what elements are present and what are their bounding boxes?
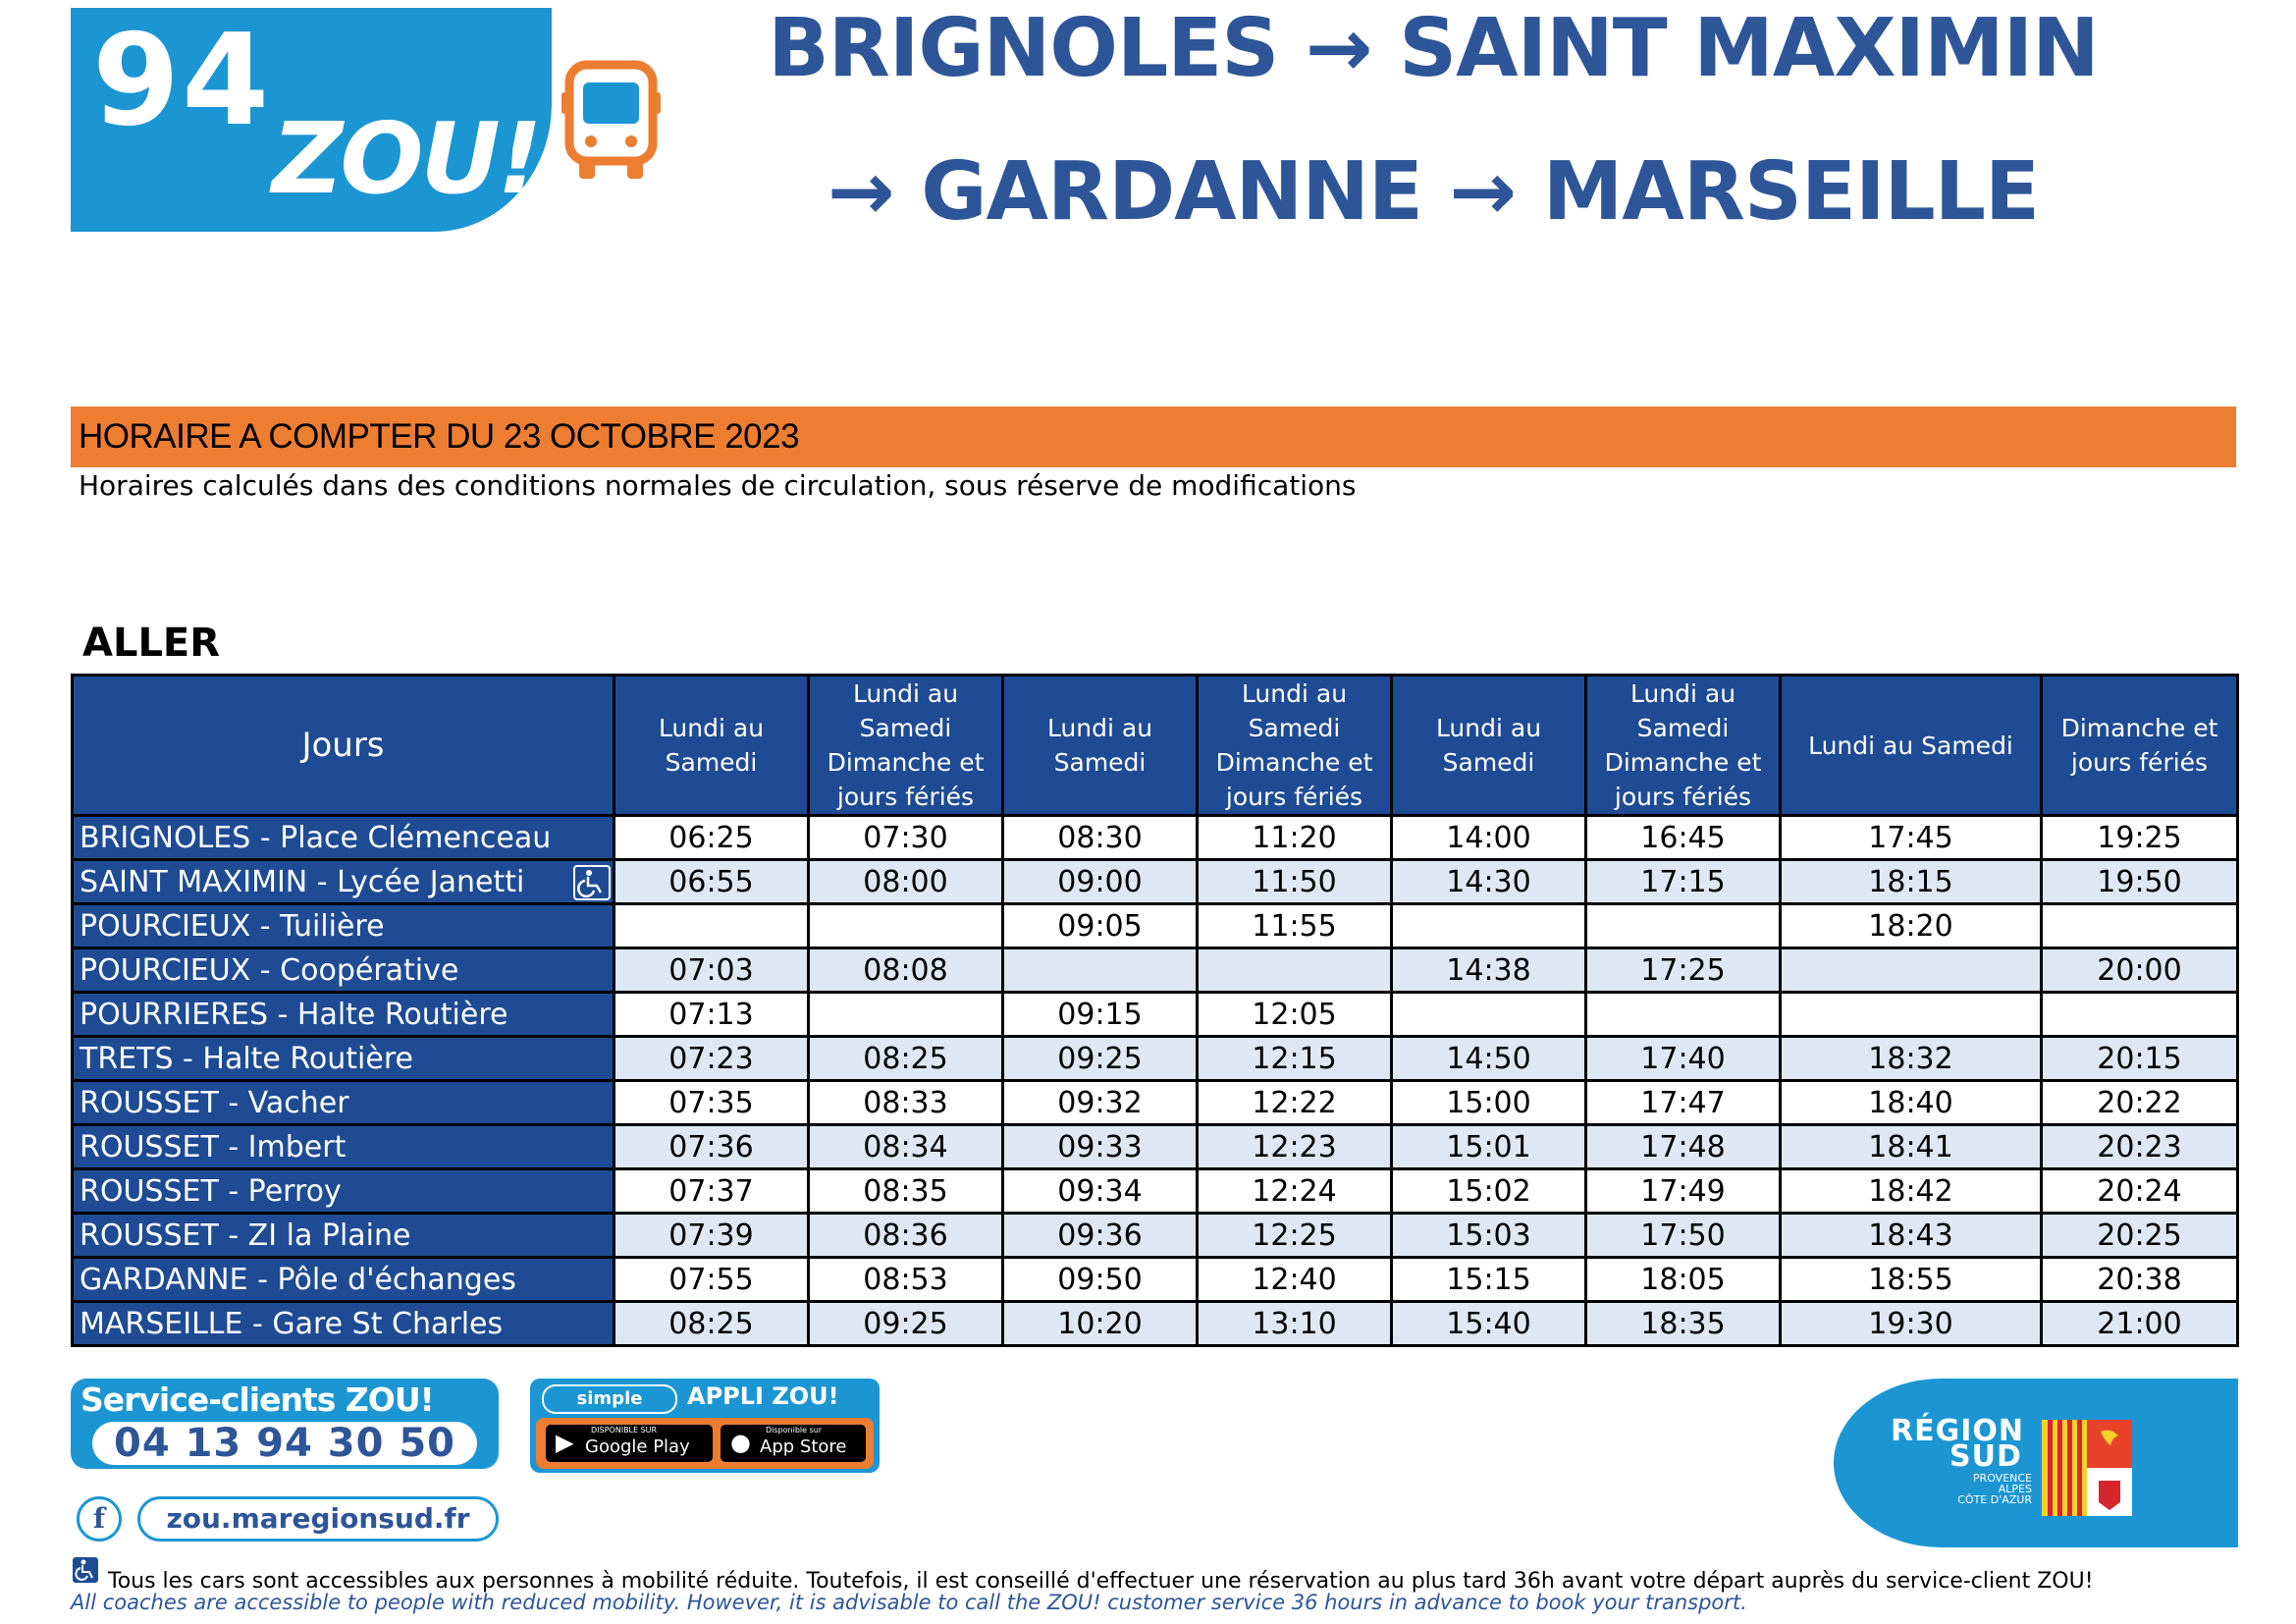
departure-time: 17:47 bbox=[1586, 1081, 1781, 1125]
table-row bbox=[73, 1302, 2238, 1346]
stop-name: POURRIERES - Halte Routière bbox=[73, 993, 614, 1037]
departure-time bbox=[614, 904, 809, 948]
departure-time bbox=[1781, 993, 2042, 1037]
customer-service-phone[interactable]: 04 13 94 30 50 bbox=[92, 1422, 477, 1465]
column-header: Lundi au Samedi Dimanche et jours fériés bbox=[809, 676, 1003, 816]
departure-time: 09:32 bbox=[1003, 1081, 1198, 1125]
departure-time: 12:24 bbox=[1198, 1169, 1392, 1214]
departure-time: 15:40 bbox=[1392, 1302, 1586, 1346]
direction-label: ALLER bbox=[82, 621, 221, 666]
departure-time: 07:03 bbox=[614, 948, 809, 993]
conditions-note: Horaires calculés dans des conditions normales de circulation, sous réserve de modifications bbox=[79, 469, 1357, 502]
departure-time: 12:23 bbox=[1198, 1125, 1392, 1169]
departure-time: 18:35 bbox=[1586, 1302, 1781, 1346]
departure-time: 14:30 bbox=[1392, 860, 1586, 904]
stop-name: ROUSSET - ZI la Plaine bbox=[73, 1214, 614, 1258]
table-row bbox=[73, 1258, 2238, 1302]
departure-time: 17:40 bbox=[1586, 1037, 1781, 1081]
table-row bbox=[73, 1081, 2238, 1125]
departure-time bbox=[1198, 948, 1392, 993]
departure-time: 06:55 bbox=[614, 860, 809, 904]
departure-time: 21:00 bbox=[2042, 1302, 2238, 1346]
departure-time: 07:23 bbox=[614, 1037, 809, 1081]
departure-time: 08:25 bbox=[809, 1037, 1003, 1081]
departure-time: 20:23 bbox=[2042, 1125, 2238, 1169]
departure-time bbox=[1392, 993, 1586, 1037]
stop-name: POURCIEUX - Tuilière bbox=[73, 904, 614, 948]
google-play-button[interactable]: ▶ DISPONIBLE SUR Google Play bbox=[546, 1425, 713, 1462]
departure-time: 10:20 bbox=[1003, 1302, 1198, 1346]
departure-time: 20:24 bbox=[2042, 1169, 2238, 1214]
departure-time bbox=[809, 904, 1003, 948]
departure-time: 08:33 bbox=[809, 1081, 1003, 1125]
table-row bbox=[73, 1214, 2238, 1258]
column-header: Lundi au Samedi bbox=[1003, 676, 1198, 816]
departure-time: 07:55 bbox=[614, 1258, 809, 1302]
app-promo bbox=[530, 1379, 880, 1473]
departure-time: 15:01 bbox=[1392, 1125, 1586, 1169]
timetable bbox=[71, 674, 2239, 1347]
brand-name: ZOU! bbox=[272, 101, 540, 216]
route-title-line1: BRIGNOLES → SAINT MAXIMIN bbox=[768, 2, 2099, 95]
departure-time bbox=[1586, 904, 1781, 948]
departure-time: 09:33 bbox=[1003, 1125, 1198, 1169]
app-store-button[interactable]: ● Disponible sur App Store bbox=[721, 1425, 866, 1462]
departure-time: 15:15 bbox=[1392, 1258, 1586, 1302]
stop-name: ROUSSET - Imbert bbox=[73, 1125, 614, 1169]
departure-time: 17:48 bbox=[1586, 1125, 1781, 1169]
store-badges bbox=[536, 1418, 874, 1469]
departure-time: 08:35 bbox=[809, 1169, 1003, 1214]
departure-time: 19:50 bbox=[2042, 860, 2238, 904]
departure-time: 09:25 bbox=[809, 1302, 1003, 1346]
departure-time: 19:25 bbox=[2042, 816, 2238, 860]
departure-time: 17:49 bbox=[1586, 1169, 1781, 1214]
departure-time: 20:15 bbox=[2042, 1037, 2238, 1081]
departure-time: 09:05 bbox=[1003, 904, 1198, 948]
table-row bbox=[73, 1037, 2238, 1081]
departure-time: 18:42 bbox=[1781, 1169, 2042, 1214]
departure-time: 09:36 bbox=[1003, 1214, 1198, 1258]
stop-name: SAINT MAXIMIN - Lycée Janetti bbox=[73, 860, 614, 904]
departure-time: 17:45 bbox=[1781, 816, 2042, 860]
departure-time: 15:02 bbox=[1392, 1169, 1586, 1214]
stop-name: BRIGNOLES - Place Clémenceau bbox=[73, 816, 614, 860]
departure-time bbox=[1003, 948, 1198, 993]
departure-time bbox=[2042, 904, 2238, 948]
wheelchair-icon bbox=[573, 865, 611, 900]
route-title-line2: → GARDANNE → MARSEILLE bbox=[827, 145, 2040, 239]
departure-time: 18:43 bbox=[1781, 1214, 2042, 1258]
departure-time: 17:50 bbox=[1586, 1214, 1781, 1258]
departure-time: 20:25 bbox=[2042, 1214, 2238, 1258]
play-icon: ▶ bbox=[556, 1429, 574, 1456]
column-header: Lundi au Samedi Dimanche et jours fériés bbox=[1198, 676, 1392, 816]
wheelchair-icon bbox=[73, 1557, 98, 1583]
departure-time: 08:00 bbox=[809, 860, 1003, 904]
column-header: Lundi au Samedi bbox=[1392, 676, 1586, 816]
departure-time: 16:45 bbox=[1586, 816, 1781, 860]
departure-time: 08:25 bbox=[614, 1302, 809, 1346]
region-flag-icon bbox=[2042, 1420, 2132, 1516]
departure-time: 20:38 bbox=[2042, 1258, 2238, 1302]
table-row bbox=[73, 1125, 2238, 1169]
departure-time: 11:50 bbox=[1198, 860, 1392, 904]
stop-name: GARDANNE - Pôle d'échanges bbox=[73, 1258, 614, 1302]
departure-time: 12:05 bbox=[1198, 993, 1392, 1037]
departure-time: 20:00 bbox=[2042, 948, 2238, 993]
departure-time: 09:34 bbox=[1003, 1169, 1198, 1214]
customer-service-block bbox=[71, 1379, 499, 1469]
accessibility-note-fr: Tous les cars sont accessibles aux personnes à mobilité réduite. Toutefois, il est conseillé d'effectuer une réservation au plus tard 36h avant votre départ auprès du service-client ZOU! bbox=[108, 1569, 2094, 1594]
departure-time: 20:22 bbox=[2042, 1081, 2238, 1125]
departure-time: 07:35 bbox=[614, 1081, 809, 1125]
column-header: Lundi au Samedi bbox=[1781, 676, 2042, 816]
line-number: 94 bbox=[92, 8, 272, 154]
departure-time: 07:30 bbox=[809, 816, 1003, 860]
departure-time: 07:39 bbox=[614, 1214, 809, 1258]
departure-time: 13:10 bbox=[1198, 1302, 1392, 1346]
apple-icon: ● bbox=[730, 1429, 751, 1456]
table-row bbox=[73, 948, 2238, 993]
departure-time: 09:00 bbox=[1003, 860, 1198, 904]
departure-time: 18:05 bbox=[1586, 1258, 1781, 1302]
departure-time: 06:25 bbox=[614, 816, 809, 860]
departure-time: 14:50 bbox=[1392, 1037, 1586, 1081]
departure-time: 11:20 bbox=[1198, 816, 1392, 860]
table-row bbox=[73, 993, 2238, 1037]
departure-time bbox=[809, 993, 1003, 1037]
departure-time: 18:32 bbox=[1781, 1037, 2042, 1081]
stop-name: TRETS - Halte Routière bbox=[73, 1037, 614, 1081]
region-sud-logo: RÉGION SUD PROVENCE ALPES CÔTE D'AZUR bbox=[1834, 1379, 2238, 1547]
departure-time: 17:15 bbox=[1586, 860, 1781, 904]
departure-time: 18:20 bbox=[1781, 904, 2042, 948]
departure-time: 08:34 bbox=[809, 1125, 1003, 1169]
app-simple-badge: simple bbox=[542, 1384, 677, 1414]
departure-time: 09:15 bbox=[1003, 993, 1198, 1037]
website-link[interactable]: zou.maregionsud.fr bbox=[137, 1496, 499, 1542]
departure-time bbox=[1586, 993, 1781, 1037]
stop-name: ROUSSET - Vacher bbox=[73, 1081, 614, 1125]
departure-time: 12:22 bbox=[1198, 1081, 1392, 1125]
table-row bbox=[73, 1169, 2238, 1214]
stop-name: MARSEILLE - Gare St Charles bbox=[73, 1302, 614, 1346]
departure-time: 18:40 bbox=[1781, 1081, 2042, 1125]
departure-time: 12:25 bbox=[1198, 1214, 1392, 1258]
table-row bbox=[73, 860, 2238, 904]
departure-time: 09:25 bbox=[1003, 1037, 1198, 1081]
departure-time: 15:00 bbox=[1392, 1081, 1586, 1125]
departure-time: 12:40 bbox=[1198, 1258, 1392, 1302]
departure-time: 18:41 bbox=[1781, 1125, 2042, 1169]
departure-time bbox=[1392, 904, 1586, 948]
departure-time: 07:37 bbox=[614, 1169, 809, 1214]
departure-time: 14:00 bbox=[1392, 816, 1586, 860]
facebook-icon[interactable]: f bbox=[77, 1496, 122, 1542]
departure-time: 19:30 bbox=[1781, 1302, 2042, 1346]
departure-time: 15:03 bbox=[1392, 1214, 1586, 1258]
departure-time bbox=[1781, 948, 2042, 993]
bus-icon bbox=[560, 59, 663, 185]
departure-time: 14:38 bbox=[1392, 948, 1586, 993]
customer-service-title: Service-clients ZOU! bbox=[80, 1380, 434, 1419]
departure-time: 12:15 bbox=[1198, 1037, 1392, 1081]
table-row bbox=[73, 904, 2238, 948]
column-header: Dimanche et jours fériés bbox=[2042, 676, 2238, 816]
departure-time: 08:30 bbox=[1003, 816, 1198, 860]
app-label: APPLI ZOU! bbox=[687, 1382, 839, 1410]
departure-time: 08:36 bbox=[809, 1214, 1003, 1258]
accessibility-note-en: All coaches are accessible to people with reduced mobility. However, it is advisable to call the ZOU! customer service 36 hours in advance to book your transport. bbox=[71, 1591, 1747, 1614]
departure-time: 18:15 bbox=[1781, 860, 2042, 904]
stop-name: ROUSSET - Perroy bbox=[73, 1169, 614, 1214]
days-header: Jours bbox=[73, 676, 614, 816]
column-header: Lundi au Samedi Dimanche et jours fériés bbox=[1586, 676, 1781, 816]
departure-time: 07:13 bbox=[614, 993, 809, 1037]
departure-time: 18:55 bbox=[1781, 1258, 2042, 1302]
departure-time: 08:08 bbox=[809, 948, 1003, 993]
table-row bbox=[73, 816, 2238, 860]
header-row bbox=[73, 676, 2238, 816]
departure-time bbox=[2042, 993, 2238, 1037]
departure-time: 17:25 bbox=[1586, 948, 1781, 993]
stop-name: POURCIEUX - Coopérative bbox=[73, 948, 614, 993]
schedule-date-banner: HORAIRE A COMPTER DU 23 OCTOBRE 2023 bbox=[71, 406, 2236, 467]
column-header: Lundi au Samedi bbox=[614, 676, 809, 816]
departure-time: 08:53 bbox=[809, 1258, 1003, 1302]
departure-time: 09:50 bbox=[1003, 1258, 1198, 1302]
departure-time: 07:36 bbox=[614, 1125, 809, 1169]
zou-logo bbox=[71, 8, 552, 232]
departure-time: 11:55 bbox=[1198, 904, 1392, 948]
